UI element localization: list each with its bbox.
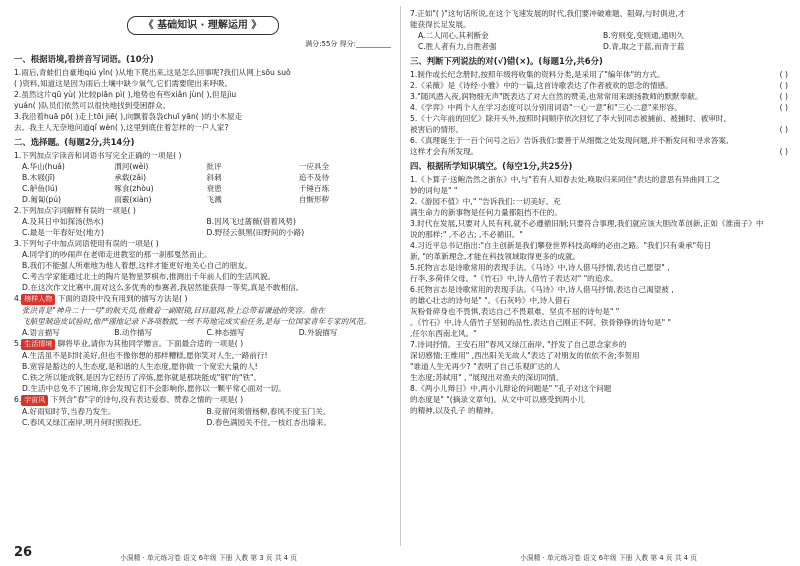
option-line: D.在这次作文比赛中,面对这么多优秀的参赛者,我居然能获得一等奖,真是不敢相信。 — [22, 283, 304, 292]
fill-line: ,任尔东西南北风。" — [410, 329, 477, 338]
judge-item: 5.《十六年前的回忆》除开头外,按照时间顺序依次回忆了李大钊同志被捕前、被捕时、被审时、 — [410, 114, 731, 123]
judge-item: 6.《真理诞生于一百个问号之后》告诉我们:要善于从细微之处发现问题,并不断发问和寻求答案, — [410, 136, 729, 145]
fill-line: 8.《两小儿辩日》中,两小儿辩论的问题是" "孔子对这个问题 — [410, 384, 612, 393]
topic-tag: 榜样人物 — [21, 294, 55, 305]
fill-line: 1.《卜算子·送鲍浩然之浙东》中,与"若有人知春去处,唤取归来同住"表达的意思有异曲同工之 — [410, 175, 721, 184]
section-3-heading: 三、判断下列说法的对(√)错(×)。(每题1分,共6分) — [410, 56, 603, 66]
passage: 飞船里制造皮试验时,他严谨地记录下各项数据,一丝不苟地完成实验任务,是每一位国家青年专家的风范。 — [22, 317, 371, 326]
option-row: A.二人同心,其利断金 B.穷则变,变则通,通则久 — [418, 31, 684, 40]
score-line: 满分:55分 得分:__________ — [305, 40, 391, 48]
fill-line: 2.《游园不值》中," "告诉我们:一切美好、充 — [410, 197, 561, 206]
footer-right: 小洞精 · 单元练习卷 语文 6年级 下册 人教 第 4 页 共 4 页 — [520, 554, 697, 562]
option-line: A.同学们的吵闹声在老师走进教室的那一刹那戛然而止。 — [22, 250, 212, 259]
fill-line: 深切感情;王维用" ,西出阳关无故人"表达了对朋友的依依不舍;李贺用 — [410, 351, 640, 360]
option-line: D.生活中总免不了困境,你会发现它们不会影响你,愿你以一颗平常心面对一切。 — [22, 384, 286, 393]
left-column — [14, 8, 391, 428]
option-row: A.华山(huá) 渭河(wèi) 批评 一应具全 — [22, 162, 330, 171]
section-4-heading: 四、根据所学知识填空。(每空1分,共25分) — [410, 161, 573, 171]
question-7: 7.正如"( )"这句话所说,在这个飞速发展的时代,我们要冲破难题、阻碍,与时俱进,才 — [410, 9, 686, 18]
question-6: 6. 宇宙风 下列含"春"字的诗句,没有表达爱春、赞春之情的一项是( ) — [14, 395, 244, 404]
option-row: C.胜人者有力,自胜者强 D.青,取之于蓝,而青于蓝 — [418, 42, 685, 51]
option-line: A.生活虽不是时时美好,但也不像你想的那样糟糕,愿你笑对人生,一路前行! — [22, 351, 268, 360]
column-divider — [400, 6, 401, 546]
judge-item: 1.制作或长纪念册时,按照年级将收集的资料分类,是采用了"编年体"的方式。 ( ) — [410, 70, 788, 79]
fill-line: 说的那样:" ,不必古; ,不必循旧。" — [410, 230, 523, 239]
fill-line: "谁道人生无再少? "表明了自己乐观旷达的人 — [410, 362, 561, 371]
passage: 张洪青是"神舟二十一号"的航天员,他戴着一副眼镜,目目温润,脸上总带着谦逊的笑容。他在 — [22, 306, 325, 315]
fill-line: 5.托物言志是诗歌常用的表现手法。《马诗》中,诗人借马抒情,表达自己愿望" , — [410, 263, 670, 272]
section-1-heading: 一、根据语境,看拼音写词语。(10分) — [14, 54, 154, 64]
pinyin-line: yuán( )队员们依然可以很快地找到受困群众。 — [14, 101, 171, 110]
judge-item: 被害后的情形。 ( ) — [410, 125, 788, 134]
fill-line: 。《竹石》中,诗人借竹子坚韧的品性,表达自己刚正不阿、铁骨铮铮的诗句是" " — [410, 318, 672, 327]
judge-item: 4.《学弈》中两个人在学习态度可以分别用词语"一心一意"和"三心二意"来形容。 ( ) — [410, 103, 788, 112]
option-row: C.舻鱼(lú) 啄食(zhòu) 衰患 千锤百炼 — [22, 184, 330, 193]
fill-line: 的精神,以及孔子 的精神。 — [410, 406, 499, 415]
question-4: 4. 榜样人物 下面的语段中没有用到的描写方法是( ) — [14, 294, 188, 303]
topic-tag: 生活情境 — [21, 339, 55, 350]
pinyin-line: 1.雨后,青蛙们自豪地qiú yǐn( )从地下爬出来,这是怎么回事呢?我们从网上sōu suǒ — [14, 68, 291, 77]
option-row: A.语言描写 B.动作描写 C.神态描写 D.外貌描写 — [22, 328, 338, 337]
pinyin-line: 3.我沿着huā pō( )走上tōi jiē( ),向飘着袅袅chuī yān( )的小木屋走 — [14, 112, 243, 121]
fill-line: 7.诗词抒情。王安石用"春风又绿江南岸, "抒发了自己思念家乡的 — [410, 340, 627, 349]
option-row: A.好雨知时节,当春乃发生。 B.竞留何须惜杨柳,春风不度玉门关。 — [22, 407, 331, 416]
pinyin-line: 去。我主人无奈地问道qǐ wèn( ),这里到底住着怎样的一户人家? — [14, 123, 229, 132]
fill-line: 灰粉骨碎身也不畏惧,表达自己不畏艰难、坚贞不屈的诗句是" " — [410, 307, 620, 316]
option-row: C.春风又绿江南岸,明月何时照我还。 D.春色满园关不住,一枝红杏出墙来。 — [22, 418, 332, 427]
fill-line: 4.习近平总书记指出:"自主创新是我们攀登世界科技高峰的必由之路。"我们只有秉承"苟日 — [410, 241, 712, 250]
footer-left: 小洞精 · 单元练习卷 语文 6年级 下册 人教 第 3 页 共 4 页 — [120, 554, 297, 562]
fill-line: 妙的词句是" " — [410, 186, 458, 195]
section-2-heading: 二、选择题。(每题2分,共14分) — [14, 137, 135, 147]
fill-line: 的态度是" "(摘录文章句)。从文中可以感受到两小儿 — [410, 395, 585, 404]
option-row: D.匍匐(pú) 雨霰(xiàn) 飞溅 自惭形秽 — [22, 195, 330, 204]
right-column — [410, 8, 788, 416]
fill-line: 新, "的革新理念,才能在科技领域取得更多的成就。 — [410, 252, 581, 261]
question-7-cont: 能获得长足发展。 — [410, 20, 471, 29]
judge-item: 这样才会有所发现。 ( ) — [410, 147, 788, 156]
page-number: 26 — [14, 545, 33, 560]
fill-line: 的雄心壮志的诗句是" "。《石灰吟》中,诗人借石 — [410, 296, 570, 305]
question-5: 5. 生活情境 聊将毕业,请你为其他同学赠言。下面最合适的一项是( ) — [14, 339, 244, 348]
question-2: 2.下列加点字词解释有误的一项是( ) — [14, 206, 136, 215]
option-line: B.宽容是豁达的人生态度,是和谐的人生态度,愿你做一个宽宏大量的人! — [22, 362, 258, 371]
option-line: B.我们不能强人所难地为他人着想,这样才能更好地关心自己的朋友。 — [22, 261, 253, 270]
pinyin-line: ( )资料,知道这是因为雨后土壤中缺少氧气,它们需要爬出来呼吸。 — [14, 79, 233, 88]
question-3: 3.下列句子中加点词语使用有误的一项是( ) — [14, 239, 159, 248]
fill-line: 3.时代在发展,只要对人民有利,就不必遵循旧制;只要符合事理,我们就应该大胆改革创新,正如《淮南子》中 — [410, 219, 764, 228]
fill-line: 行李,多荷伴父母。"《竹石》中,诗人借竹子表达对" "的追求。 — [410, 274, 618, 283]
fill-line: 生态度;苏轼用" , "展现出对渔夫的深切同情。 — [410, 373, 564, 382]
option-row: C.最是一年春好处(地方) D.野径云俱黑(田野间的小路) — [22, 228, 305, 237]
option-line: C.考古学家能通过北土的陶片是物星罗棋布,推测出千年前人们的生活风貌。 — [22, 272, 276, 281]
fill-line: 6.托物言志是诗歌常用的表现手法。《马诗》中,诗人借马抒情,表达自己渴望被 , — [410, 285, 674, 294]
option-row: A.及其日中如探汤(热水) B.因风飞过蔷薇(借着风势) — [22, 217, 296, 226]
fill-line: 满生命力的新事物是任何力量都阻挡不住的。 — [410, 208, 562, 217]
pinyin-line: 2.虽然这片qū yù( )比较piān pì( ),地势也有些xiǎn jùn( ),但是jìu — [14, 90, 237, 99]
section-title: 《 基础知识 · 理解运用 》 — [127, 16, 279, 35]
judge-item: 2.《采薇》是《诗经·小雅》中的一篇,这首诗歌表达了作者被欢的思念的情感。 ( ) — [410, 81, 788, 90]
question-1: 1.下列加点字读音和词语书写完全正确的一项是( ) — [14, 151, 182, 160]
option-row: B.木屐(jī) 承载(zǎi) 斜刺 追不及待 — [22, 173, 330, 182]
topic-tag: 宇宙风 — [21, 395, 48, 406]
judge-item: 3."随风潜入夜,润物细无声"既表达了对大自然的赞美,也常常用来颂扬教师的默默奉献。 ( ) — [410, 92, 788, 101]
option-line: C.铁之所以能成钢,是因为它经历了淬炼,愿你就是那块能成"钢"的"铁"。 — [22, 373, 262, 382]
